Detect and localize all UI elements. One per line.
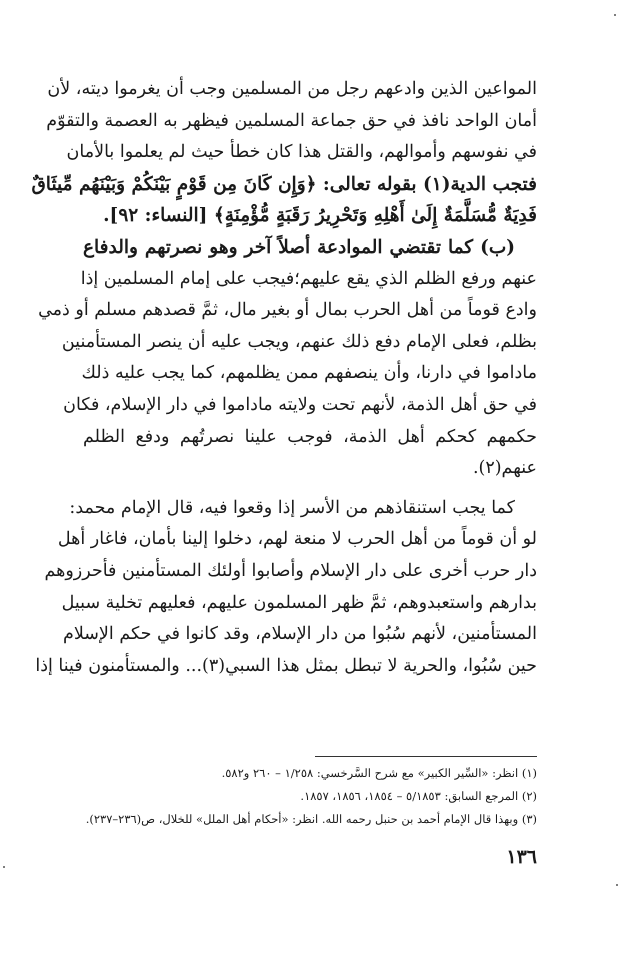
scan-speck-left — [3, 866, 5, 868]
body-line-8: وادع قوماً من أهل الحرب بمال أو بغير مال، ثمَّ قصدهم مسلم أو ذمي — [38, 300, 537, 321]
body-line-14: كما يجب استنقاذهم من الأسر إذا وقعوا فيه، قال الإمام محمد: — [69, 497, 515, 518]
body-line-17: بدارهم واستعبدوهم، ثمَّ ظهر المسلمون عليهم، فعليهم تخلية سبيل — [61, 592, 537, 613]
body-line-11: في حق أهل الذمة، لأنهم تحت ولايته ماداموا في دار الإسلام، فكان — [63, 394, 537, 415]
body-line-18: المستأمنين، لأنهم سُبُوا من دار الإسلام، وقد كانوا في حكم الإسلام — [62, 624, 537, 645]
body-line-19: حين سُبُوا، والحرية لا تبطل بمثل هذا السبي(٣)... والمستأمنون فينا إذا — [35, 655, 537, 676]
body-line-10: ماداموا في دارنا، وأن ينصفهم ممن يظلمهم، كما يجب عليه ذلك — [81, 363, 537, 384]
body-line-5-quran: فَدِيَةٌ مُّسَلَّمَةٌ إِلَىٰ أَهْلِهِ وَتَحْرِيرُ رَقَبَةٍ مُّؤْمِنَةٍ﴾ [النساء: ٩٢]. — [103, 205, 537, 227]
body-line-13: عنهم(٢). — [472, 458, 537, 479]
body-line-4-quran: فتجب الدية(١) بقوله تعالى: ﴿وَإِن كَانَ مِن قَوْمٍ بَيْنَكُمْ وَبَيْنَهُم مِّيثَاقٌ — [31, 173, 537, 195]
body-line-16: دار حرب أخرى على دار الإسلام وأصابوا أولئك المستأمنين فأحرزوهم — [44, 560, 537, 581]
body-line-1: المواعين الذين وادعهم رجل من المسلمين وجب أن يغرموا ديته، لأن — [47, 79, 537, 99]
body-line-7: عنهم ورفع الظلم الذي يقع عليهم؛فيجب على إمام المسلمين إذا — [80, 268, 537, 289]
body-line-3: في نفوسهم وأموالهم، والقتل هذا كان خطأ حيث لم يعلموا بالأمان — [66, 142, 537, 163]
footnote-3: (٣) وبهذا قال الإمام أحمد بن حنبل رحمه الله. انظر: «أحكام أهل الملل» للخلال، ص(٢٣٦–٢٣٧). — [85, 812, 537, 826]
body-line-2: أمان الواحد نافذ في حق جماعة المسلمين فيظهر به العصمة والتقوّم — [46, 110, 537, 131]
footnotes — [83, 762, 537, 831]
scan-speck-right — [616, 884, 618, 886]
body-line-12: حكمهم كحكم أهل الذمة، فوجب علينا نصرتُهم ودفع الظلم — [83, 426, 537, 447]
footnote-separator — [315, 756, 537, 757]
body-text — [31, 74, 537, 682]
section-b-heading: (ب) كما تقتضي الموادعة أصلاً آخر وهو نصرتهم والدفاع — [83, 236, 515, 258]
paragraph-gap — [83, 485, 537, 493]
footnote-1: (١) انظر: «السِّير الكبير» مع شرح السَّرخسي: ١/٢٥٨ – ٢٦٠ و٥٨٢. — [221, 766, 537, 780]
scan-speck-top — [614, 14, 616, 16]
body-line-15: لو أن قوماً من أهل الحرب لا منعة لهم، دخلوا إلينا بأمان، فاغار أهل — [57, 529, 537, 550]
body-line-9: بظلم، فعلى الإمام دفع ذلك عنهم، ويجب عليه أن ينصر المستأمنين — [61, 331, 537, 352]
footnote-2: (٢) المرجع السابق: ٥/١٨٥٣ – ١٨٥٤، ١٨٥٦، ١٨٥٧. — [300, 789, 537, 803]
page-number: ١٣٦ — [506, 846, 537, 868]
